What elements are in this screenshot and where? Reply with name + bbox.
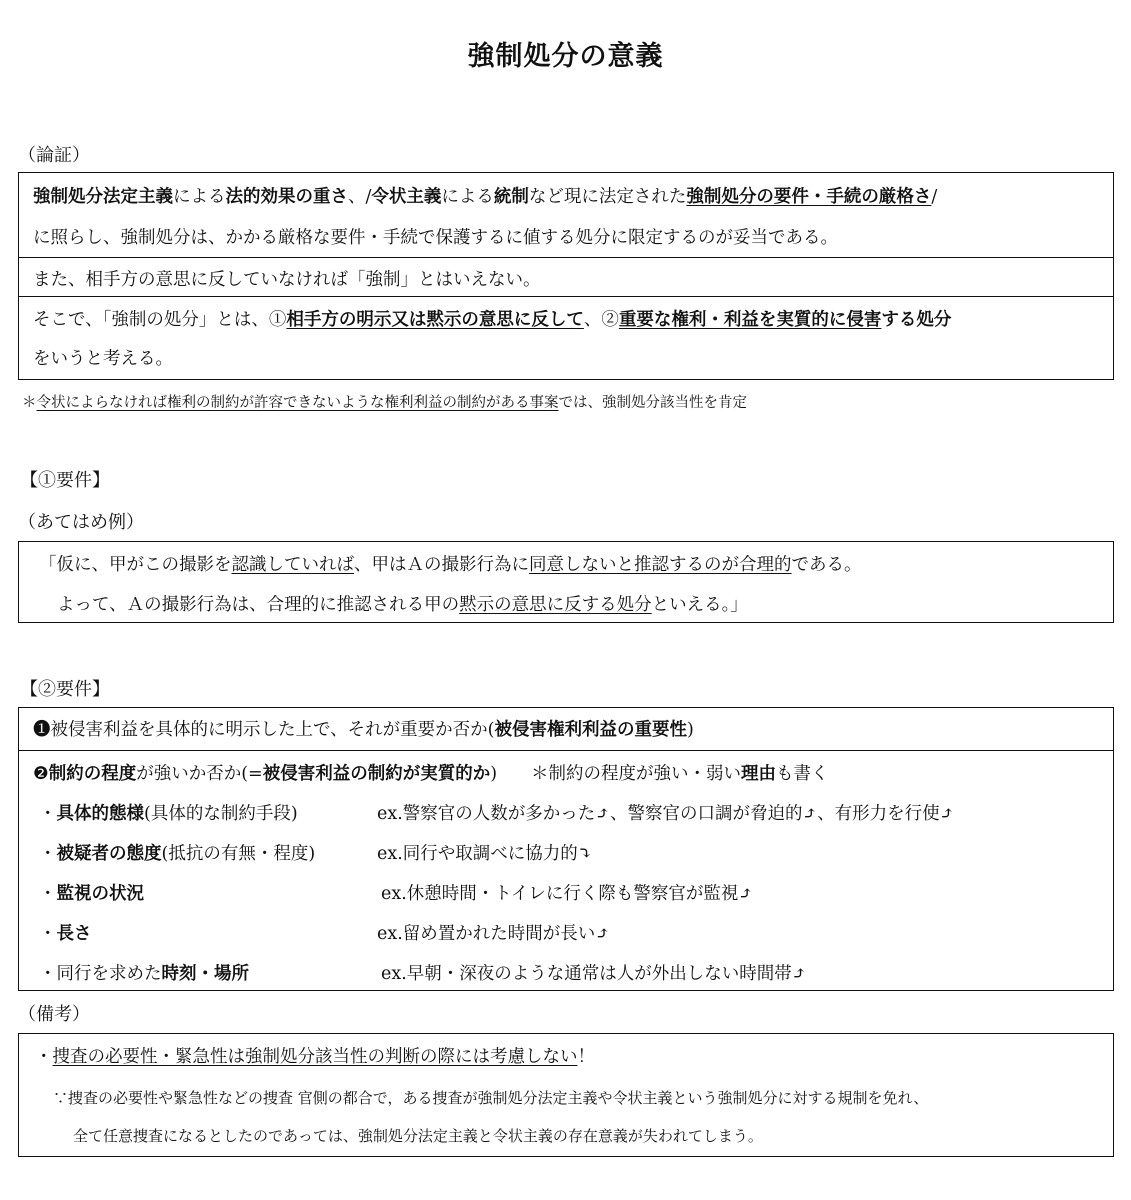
text: / [931, 187, 938, 207]
text: である。 [791, 555, 862, 575]
text: といえる。」 [651, 595, 748, 615]
list-item [39, 880, 144, 905]
ronsho-row2: また、相手方の意思に反していなければ「強制」とはいえない。 [33, 270, 541, 290]
text: では、強制処分該当性を肯定 [558, 395, 747, 411]
req1-label: （あてはめ例） [18, 512, 144, 533]
suinin: 同意しないと推認するのが合理的 [529, 555, 792, 575]
list-item [39, 840, 315, 865]
bullet: ・ [35, 1047, 53, 1067]
keyword-juyosei: 被侵害権利利益の重要性 [494, 720, 687, 740]
ronsho-row1-line2: に照らし、強制処分は、かかる厳格な要件・手続で保護するに値する処分に限定するのが妥当である。 [33, 228, 838, 248]
ninshiki: 認識していれば [231, 555, 354, 575]
text: 、② [583, 310, 619, 330]
mokuji-ishi: 黙示の意思に反する処分 [459, 595, 652, 615]
text: ❷ [33, 764, 49, 784]
req1-box [18, 541, 1114, 623]
item-example: ex.休憩時間・トイレに行く際も警察官が監視⤴ [381, 884, 754, 904]
list-item [39, 800, 298, 825]
keyword-ishi-hanshite: 相手方の明示又は黙示の意思に反して [286, 310, 584, 330]
bullet: ・同行を求めた [39, 964, 162, 984]
biko-line3: 全て任意捜査になるとしたのであっては、強制処分法定主義と令状主義の存在意義が失われてしまう。 [73, 1127, 763, 1145]
text: ＊ [22, 395, 37, 411]
ronsho-row3-line1 [33, 306, 951, 331]
keyword-hoteki-koka: 法的効果の重さ [225, 187, 348, 207]
biko-line1 [35, 1043, 595, 1068]
keyword-tosei: 統制 [493, 187, 529, 207]
item-keyword: 時刻・場所 [161, 964, 249, 984]
bullet: ・ [39, 844, 57, 864]
biko-underlined: 捜査の必要性・緊急性は強制処分該当性の判断の際には考慮しない [52, 1047, 578, 1067]
item-keyword: 監視の状況 [56, 884, 144, 904]
text: 「仮に、甲がこの撮影を [39, 555, 232, 575]
text: よって、Ａの撮影行為は、合理的に推認される甲の [57, 595, 460, 615]
list-item [39, 920, 92, 945]
note-underlined: 令状によらなければ権利の制約が許容できないような権利利益の制約がある事案 [36, 395, 559, 411]
keyword-jushitsu-shingai: 重要な権利・利益を実質的に侵害 [618, 310, 882, 330]
text: 、/ [348, 187, 372, 207]
req2-row2-head [33, 760, 829, 785]
text: など現に法定された [528, 187, 687, 207]
biko-label: （備考） [18, 1004, 90, 1025]
keyword-jisshitsuteki: 被侵害利益の制約が実質的か [262, 764, 491, 784]
text: ❶被侵害利益を具体的に明示した上で、それが重要か否か( [33, 720, 495, 740]
bullet: ・ [39, 884, 57, 904]
item-example: ex.警察官の人数が多かった⤴、警察官の口調が脅迫的⤴、有形力を行使⤴ [377, 804, 955, 824]
item-keyword: 被疑者の態度 [56, 844, 162, 864]
req2-box [18, 707, 1114, 991]
ronsho-box [18, 172, 1114, 380]
text: そこで、「強制の処分」とは、① [33, 310, 287, 330]
keyword-riyu: 理由 [741, 764, 777, 784]
divider [19, 296, 1113, 297]
divider [19, 750, 1113, 751]
req1-line2 [57, 591, 748, 616]
keyword-kyosei-hotei: 強制処分法定主義 [33, 187, 173, 207]
list-item [39, 960, 249, 985]
ronsho-note [22, 391, 747, 412]
bullet: ・ [39, 924, 57, 944]
item-keyword: 長さ [56, 924, 92, 944]
biko-box [18, 1033, 1114, 1157]
page-title: 強制処分の意義 [467, 41, 664, 72]
text: ！ [577, 1047, 595, 1067]
text: による [441, 187, 494, 207]
item-keyword: 具体的態様 [56, 804, 144, 824]
ronsho-row3-line2: をいうと考える。 [33, 349, 173, 369]
text: (具体的な制約手段) [144, 804, 298, 824]
item-example: ex.同行や取調べに協力的⤵ [377, 844, 593, 864]
keyword-reijo-shugi: 令状主義 [371, 187, 442, 207]
text: による [173, 187, 226, 207]
text: (抵抗の有無・程度) [161, 844, 316, 864]
item-example: ex.留め置かれた時間が長い⤴ [377, 924, 610, 944]
divider [19, 257, 1113, 258]
keyword-shobun: する処分 [881, 310, 952, 330]
req1-line1 [39, 551, 862, 576]
req1-heading: 【①要件】 [20, 470, 110, 491]
text: が強いか否か(= [136, 764, 263, 784]
req2-row1 [33, 716, 694, 741]
biko-line2: ∵捜査の必要性や緊急性などの捜査 官側の都合で，ある捜査が強制処分法定主義や令状主義という強制処分に対する規制を免れ、 [53, 1089, 929, 1107]
text: 、甲はＡの撮影行為に [354, 555, 529, 575]
keyword-seiyaku-teido: 制約の程度 [48, 764, 137, 784]
text: ＊制約の程度が強い・弱い [531, 764, 742, 784]
text: も書く [776, 764, 829, 784]
ronsho-label: （論証） [18, 145, 90, 166]
text: ) [490, 764, 498, 784]
bullet: ・ [39, 804, 57, 824]
req2-heading: 【②要件】 [20, 679, 110, 700]
item-example: ex.早朝・深夜のような通常は人が外出しない時間帯⤴ [381, 964, 807, 984]
text: ) [686, 720, 694, 740]
ronsho-row1-line1 [33, 183, 937, 208]
keyword-genkaku: 強制処分の要件・手続の厳格さ [686, 187, 932, 207]
